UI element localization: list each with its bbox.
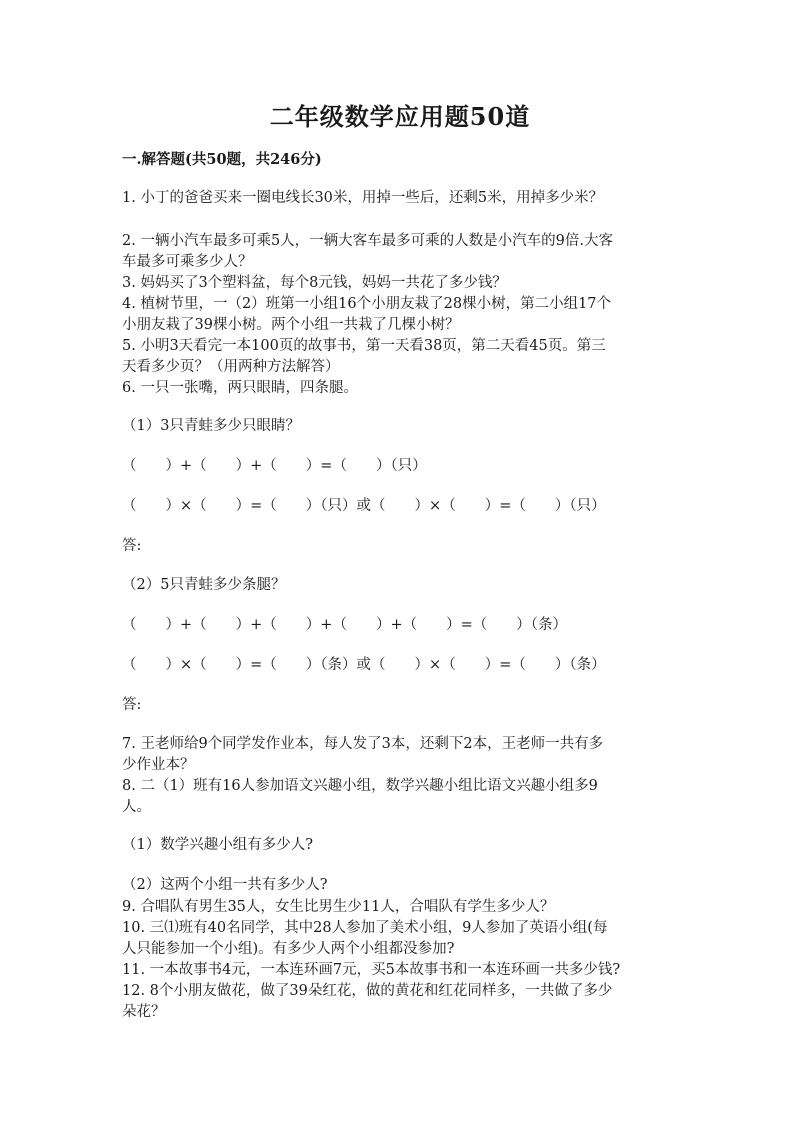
question-1: 1. 小丁的爸爸买来一圈电线长30米，用掉一些后，还剩5米，用掉多少米？ <box>122 190 604 206</box>
question-10-line-1: 10. 三⑴班有40名同学，其中28人参加了美术小组，9人参加了英语小组(每 <box>122 920 608 936</box>
question-6-part-1-multiplication-blanks: （ ）×（ ）=（ ）（只）或（ ）×（ ）=（ ）（只） <box>122 498 606 514</box>
question-6-part-2-multiplication-blanks: （ ）×（ ）=（ ）（条）或（ ）×（ ）=（ ）（条） <box>122 657 606 673</box>
question-4-line-1: 4. 植树节里，一（2）班第一小组16个小朋友栽了28棵小树，第二小组17个 <box>122 296 612 312</box>
question-5-line-2: 天看多少页？（用两种方法解答） <box>122 359 340 375</box>
question-6-part-1-addition-blanks: （ ）+（ ）+（ ）=（ ）（只） <box>122 458 427 474</box>
section-heading: 一.解答题(共50题，共246分) <box>122 151 322 168</box>
question-6-part-2-addition-blanks: （ ）+（ ）+（ ）+（ ）+（ ）=（ ）（条） <box>122 617 567 633</box>
question-9: 9. 合唱队有男生35人，女生比男生少11人，合唱队有学生多少人？ <box>122 899 555 915</box>
question-6-part-1-answer-label: 答: <box>122 538 142 554</box>
question-7-line-1: 7. 王老师给9个同学发作业本，每人发了3本，还剩下2本，王老师一共有多 <box>122 736 604 752</box>
question-12-line-2: 朵花？ <box>122 1004 166 1020</box>
question-6-part-2: （2）5只青蛙多少条腿？ <box>122 577 286 593</box>
question-7-line-2: 少作业本？ <box>122 757 195 773</box>
question-10-line-2: 人只能参加一个小组)。有多少人两个小组都没参加? <box>122 941 455 957</box>
question-6: 6. 一只一张嘴，两只眼睛，四条腿。 <box>122 380 358 396</box>
question-6-part-1: （1）3只青蛙多少只眼睛？ <box>122 418 300 434</box>
question-12-line-1: 12. 8个小朋友做花，做了39朵红花，做的黄花和红花同样多，一共做了多少 <box>122 983 613 999</box>
question-8-part-1: （1）数学兴趣小组有多少人? <box>122 837 313 853</box>
question-5-line-1: 5. 小明3天看完一本100页的故事书，第一天看38页，第二天看45页。第三 <box>122 338 606 354</box>
question-6-part-2-answer-label: 答: <box>122 697 142 713</box>
question-2-line-2: 车最多可乘多少人？ <box>122 254 253 270</box>
question-4-line-2: 小朋友栽了39棵小树。两个小组一共栽了几棵小树？ <box>122 317 460 333</box>
question-3: 3. 妈妈买了3个塑料盆，每个8元钱，妈妈一共花了多少钱？ <box>122 275 507 291</box>
question-8-part-2: （2）这两个小组一共有多少人? <box>122 877 328 893</box>
question-8-line-2: 人。 <box>122 799 151 815</box>
question-2-line-1: 2. 一辆小汽车最多可乘5人，一辆大客车最多可乘的人数是小汽车的9倍.大客 <box>122 233 614 249</box>
question-8-line-1: 8. 二（1）班有16人参加语文兴趣小组，数学兴趣小组比语文兴趣小组多9 <box>122 778 598 794</box>
page-title: 二年级数学应用题50道 <box>269 102 531 131</box>
question-11: 11. 一本故事书4元，一本连环画7元，买5本故事书和一本连环画一共多少钱? <box>122 962 621 978</box>
